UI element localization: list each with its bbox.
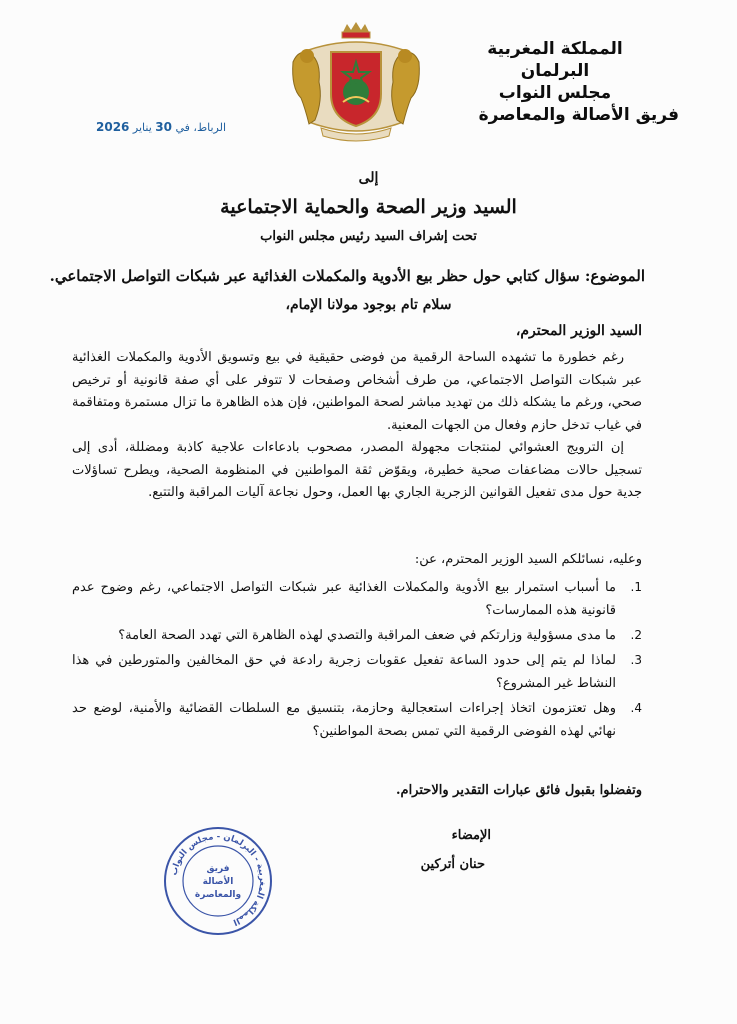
question-number: 4. bbox=[630, 701, 642, 715]
question-number: 2. bbox=[630, 628, 642, 642]
letter-subject: الموضوع: سؤال كتابي حول حظر بيع الأدوية والمكملات الغذائية عبر شبكات التواصل الاجتماعي. bbox=[49, 267, 645, 285]
closing-formula: وتفضلوا بقبول فائق عبارات التقدير والاحترام. bbox=[396, 783, 642, 798]
letter-date bbox=[96, 120, 226, 134]
signature-label: الإمضاء bbox=[451, 828, 491, 843]
date-month: يناير bbox=[132, 121, 152, 134]
question-text: وهل تعتزمون اتخاذ إجراءات استعجالية وحازمة، بتنسيق مع السلطات القضائية والأمنية، لوضع حد نهائي لهذه الفوضى الرقمية التي تمس بصحة المواطنين؟ bbox=[72, 701, 616, 739]
header-house: مجلس النواب bbox=[498, 83, 612, 103]
paragraph-3: وعليه، نسائلكم السيد الوزير المحترم، عن: bbox=[414, 552, 642, 567]
salutation: سلام تام بوجود مولانا الإمام، bbox=[285, 297, 452, 313]
greeting: السيد الوزير المحترم، bbox=[515, 323, 642, 339]
signatory-name: حنان أتركين bbox=[420, 857, 485, 872]
question-item bbox=[72, 649, 642, 695]
paragraph-2: إن الترويج العشوائي لمنتجات مجهولة المصدر، مصحوب بادعاءات علاجية كاذبة ومضللة، أدى إلى تسجيل حالات مضاعفات صحية خطيرة، ويقوّض ثقة المواطنين في المنظومة الصحية، ويطرح تساؤلات جدية حول مدى تفعيل القوانين الزجرية الجاري بها العمل، وحول نجاعة آليات المراقبة والتتبع. bbox=[72, 440, 642, 500]
stamp-inner-line2: الأصالة bbox=[202, 877, 234, 887]
question-item bbox=[72, 624, 642, 647]
date-day: 30 bbox=[155, 120, 172, 134]
date-prefix: الرباط، في bbox=[175, 121, 227, 134]
header-parliament: البرلمان bbox=[520, 61, 590, 81]
questions-list bbox=[72, 576, 642, 745]
date-year: 2026 bbox=[96, 120, 130, 134]
question-number: 3. bbox=[630, 653, 642, 667]
question-text: لماذا لم يتم إلى حدود الساعة تفعيل عقوبات زجرية رادعة في حق المخالفين والمتورطين في هذا النشاط غير المشروع؟ bbox=[72, 653, 616, 691]
stamp-inner-line3: والمعاصرة bbox=[194, 890, 242, 900]
stamp-outer-text: المملكة المغربية - البرلمان - مجلس النواب bbox=[169, 831, 268, 927]
question-text: ما مدى مسؤولية وزارتكم في ضعف المراقبة والتصدي لهذه الظاهرة التي تهدد الصحة العامة؟ bbox=[118, 628, 616, 643]
header-kingdom: المملكة المغربية bbox=[487, 39, 623, 59]
stamp-inner-line1: فريق bbox=[206, 864, 230, 874]
addressee-minister: السيد وزير الصحة والحماية الاجتماعية bbox=[220, 196, 517, 218]
coat-of-arms-icon bbox=[285, 22, 427, 144]
question-item bbox=[72, 576, 642, 622]
question-text: ما أسباب استمرار بيع الأدوية والمكملات الغذائية عبر شبكات التواصل الاجتماعي، رغم وضوح عدم قانونية هذه الممارسات؟ bbox=[72, 580, 616, 618]
header-group: فريق الأصالة والمعاصرة bbox=[478, 105, 679, 125]
addressee-to: إلى bbox=[358, 170, 379, 186]
addressee-supervision: تحت إشراف السيد رئيس مجلس النواب bbox=[260, 229, 477, 244]
organization-header bbox=[449, 38, 679, 126]
question-item bbox=[72, 697, 642, 743]
question-number: 1. bbox=[630, 580, 642, 594]
paragraph-1: رغم خطورة ما تشهده الساحة الرقمية من فوضى حقيقية في بيع وتسويق الأدوية والمكملات الغذائية عبر شبكات التواصل الاجتماعي، من طرف أشخاص وصفحات لا تتوفر على أي صفة قانونية أو ترخيص صحي، ورغم ما يشكله ذلك من تهديد مباشر لصحة المواطنين، فإن هذه الظاهرة ما تزال مستمرة ومتفاقمة في غياب تدخل حازم وفعال من الجهات المعنية. bbox=[72, 350, 642, 433]
official-stamp-icon bbox=[162, 825, 274, 937]
